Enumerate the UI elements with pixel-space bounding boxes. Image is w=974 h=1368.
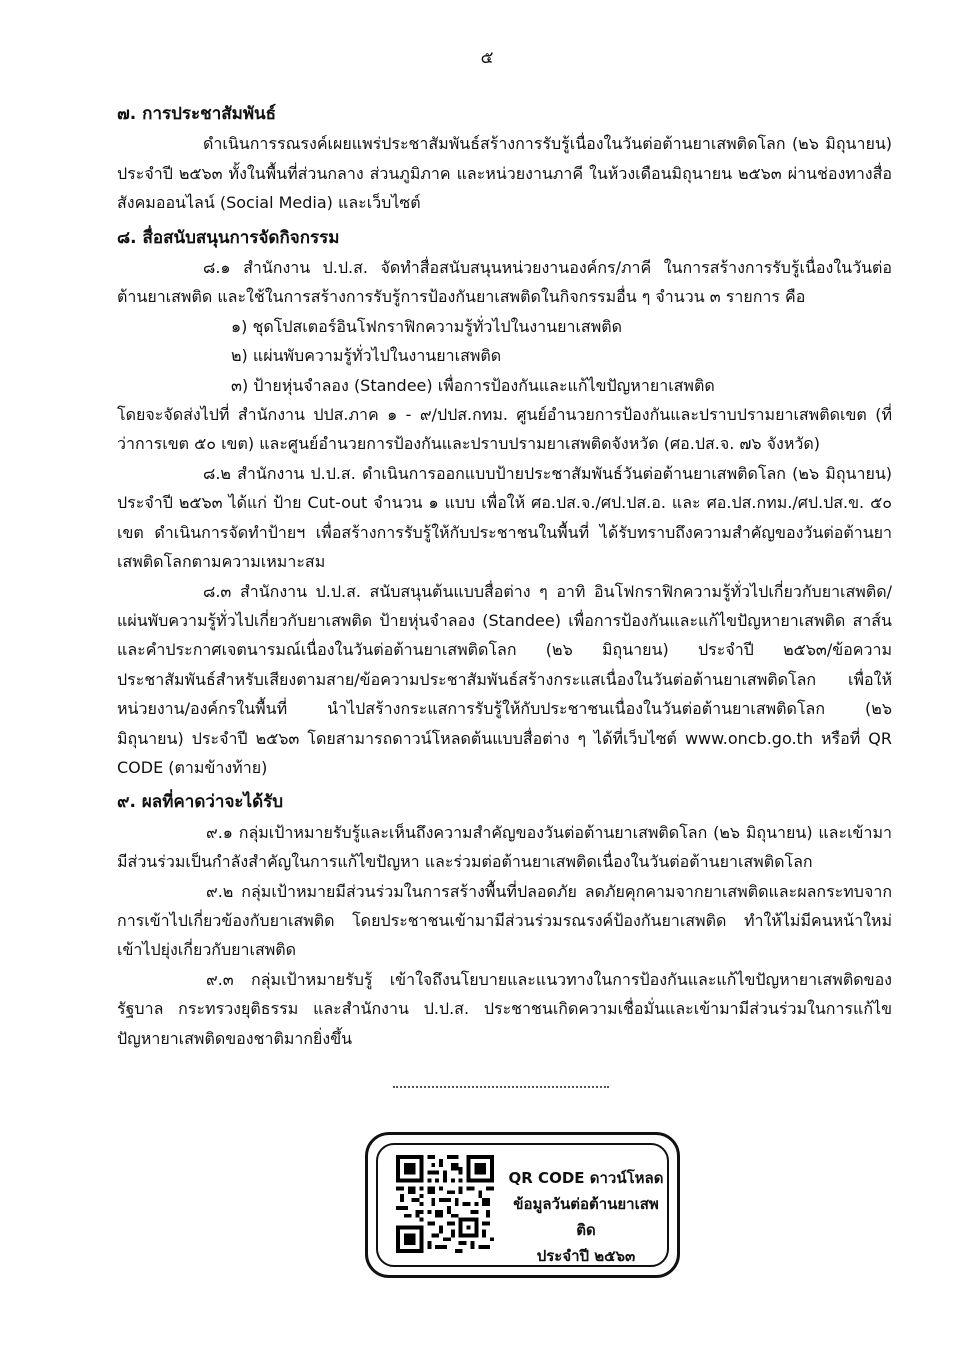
section-8-2-paragraph: ๘.๒ สำนักงาน ป.ป.ส. ดำเนินการออกแบบป้ายประชาสัมพันธ์วันต่อต้านยาเสพติดโลก (๒๖ มิถุนายน) ประจำปี ๒๕๖๓ ได้แก่ ป้าย Cut-out จำนวน ๑ แบบ เพื่อให้ ศอ.ปส.จ./ศป.ปส.อ. และ ศอ.ปส.กทม./ศป.ปส.ข. ๕๐ เขต ดำเนินการจัดทำป้ายฯ เพื่อสร้างการรับรู้ให้กับประชาชนในพื้นที่ ได้รับทราบถึงความสำคัญของวันต่อต้านยาเสพติดโลกตามความเหมาะสม: [117, 463, 892, 572]
section-7-heading: ๗. การประชาสัมพันธ์: [117, 104, 277, 124]
qr-caption-line-3: ประจำปี ๒๕๖๓: [536, 1247, 636, 1265]
section-9-heading: ๙. ผลที่คาดว่าจะได้รับ: [117, 792, 284, 813]
qr-caption-line-1: QR CODE ดาวน์โหลด: [508, 1169, 664, 1187]
section-8-1-paragraph: ๘.๑ สำนักงาน ป.ป.ส. จัดทำสื่อสนับสนุนหน่วยงานองค์กร/ภาคี ในการสร้างการรับรู้เนื่องในวันต่อต้านยาเสพติด และใช้ในการสร้างการรับรู้การป้องกันยาเสพติดในกิจกรรมอื่น ๆ จำนวน ๓ รายการ คือ: [117, 258, 892, 307]
section-8-heading: ๘. สื่อสนับสนุนการจัดกิจกรรม: [117, 227, 340, 248]
qr-code-icon[interactable]: [396, 1155, 494, 1253]
list-item-2: ๒) แผ่นพับความรู้ทั่วไปในงานยาเสพติด: [231, 346, 502, 366]
page-number: ๕: [480, 48, 494, 68]
document-body: [117, 100, 892, 1053]
section-7-paragraph: ดำเนินการรณรงค์เผยแพร่ประชาสัมพันธ์สร้างการรับรู้เนื่องในวันต่อต้านยาเสพติดโลก (๒๖ มิถุนายน) ประจำปี ๒๕๖๓ ทั้งในพื้นที่ส่วนกลาง ส่วนภูมิภาค และหน่วยงานภาคี ในห้วงเดือนมิถุนายน ๒๕๖๓ ผ่านช่องทางสื่อสังคมออนไลน์ (Social Media) และเว็บไซต์: [117, 134, 892, 213]
section-8-3-paragraph: ๘.๓ สำนักงาน ป.ป.ส. สนับสนุนต้นแบบสื่อต่าง ๆ อาทิ อินโฟกราฟิกความรู้ทั่วไปเกี่ยวกับยาเสพติด/แผ่นพับความรู้ทั่วไปเกี่ยวกับยาเสพติด ป้ายหุ่นจำลอง (Standee) เพื่อการป้องกันและแก้ไขปัญหายาเสพติด สาส์นและคำประกาศเจตนารมณ์เนื่องในวันต่อต้านยาเสพติดโลก (๒๖ มิถุนายน) ประจำปี ๒๕๖๓/ข้อความประชาสัมพันธ์สำหรับเสียงตามสาย/ข้อความประชาสัมพันธ์สร้างกระแสเนื่องในวันต่อต้านยาเสพติดโลก เพื่อให้หน่วยงาน/องค์กรในพื้นที่ นำไปสร้างกระแสการรับรู้ให้กับประชาชนเนื่องในวันต่อต้านยาเสพติดโลก (๒๖ มิถุนายน) ประจำปี ๒๕๖๓ โดยสามารถดาวน์โหลดต้นแบบสื่อต่าง ๆ ได้ที่เว็บไซต์ www.oncb.go.th หรือที่ QR CODE (ตามข้างท้าย): [117, 581, 892, 777]
section-9-2-paragraph: ๙.๒ กลุ่มเป้าหมายมีส่วนร่วมในการสร้างพื้นที่ปลอดภัย ลดภัยคุกคามจากยาเสพติดและผลกระทบจากการเข้าไปเกี่ยวข้องกับยาเสพติด โดยประชาชนเข้ามามีส่วนร่วมรณรงค์ป้องกันยาเสพติด ทำให้ไม่มีคนหน้าใหม่เข้าไปยุ่งเกี่ยวกับยาเสพติด: [117, 881, 892, 960]
section-9-1-paragraph: ๙.๑ กลุ่มเป้าหมายรับรู้และเห็นถึงความสำคัญของวันต่อต้านยาเสพติดโลก (๒๖ มิถุนายน) และเข้ามามีส่วนร่วมเป็นกำลังสำคัญในการแก้ไขปัญหา และร่วมต่อต้านยาเสพติดเนื่องในวันต่อต้านยาเสพติดโลก: [117, 822, 892, 872]
qr-caption-line-2: ข้อมูลวันต่อต้านยาเสพติด: [513, 1195, 659, 1239]
list-item-1: ๑) ชุดโปสเตอร์อินโฟกราฟิกความรู้ทั่วไปในงานยาเสพติด: [231, 316, 623, 336]
qr-code-box: [365, 1132, 680, 1278]
dotted-separator: [393, 1086, 609, 1088]
qr-caption: [506, 1165, 666, 1269]
list-item-3: ๓) ป้ายหุ่นจำลอง (Standee) เพื่อการป้องกันและแก้ไขปัญหายาเสพติด: [231, 375, 715, 395]
section-8-1-continuation: โดยจะจัดส่งไปที่ สำนักงาน ปปส.ภาค ๑ - ๙/ปปส.กทม. ศูนย์อำนวยการป้องกันและปราบปรามยาเสพติดเขต (ที่ว่าการเขต ๕๐ เขต) และศูนย์อำนวยการป้องกันและปราบปรามยาเสพติดจังหวัด (ศอ.ปส.จ. ๗๖ จังหวัด): [117, 405, 892, 454]
section-9-3-paragraph: ๙.๓ กลุ่มเป้าหมายรับรู้ เข้าใจถึงนโยบายและแนวทางในการป้องกันและแก้ไขปัญหายาเสพติดของรัฐบาล กระทรวงยุติธรรม และสำนักงาน ป.ป.ส. ประชาชนเกิดความเชื่อมั่นและเข้ามามีส่วนร่วมในการแก้ไขปัญหายาเสพติดของชาติมากยิ่งขึ้น: [117, 969, 892, 1048]
